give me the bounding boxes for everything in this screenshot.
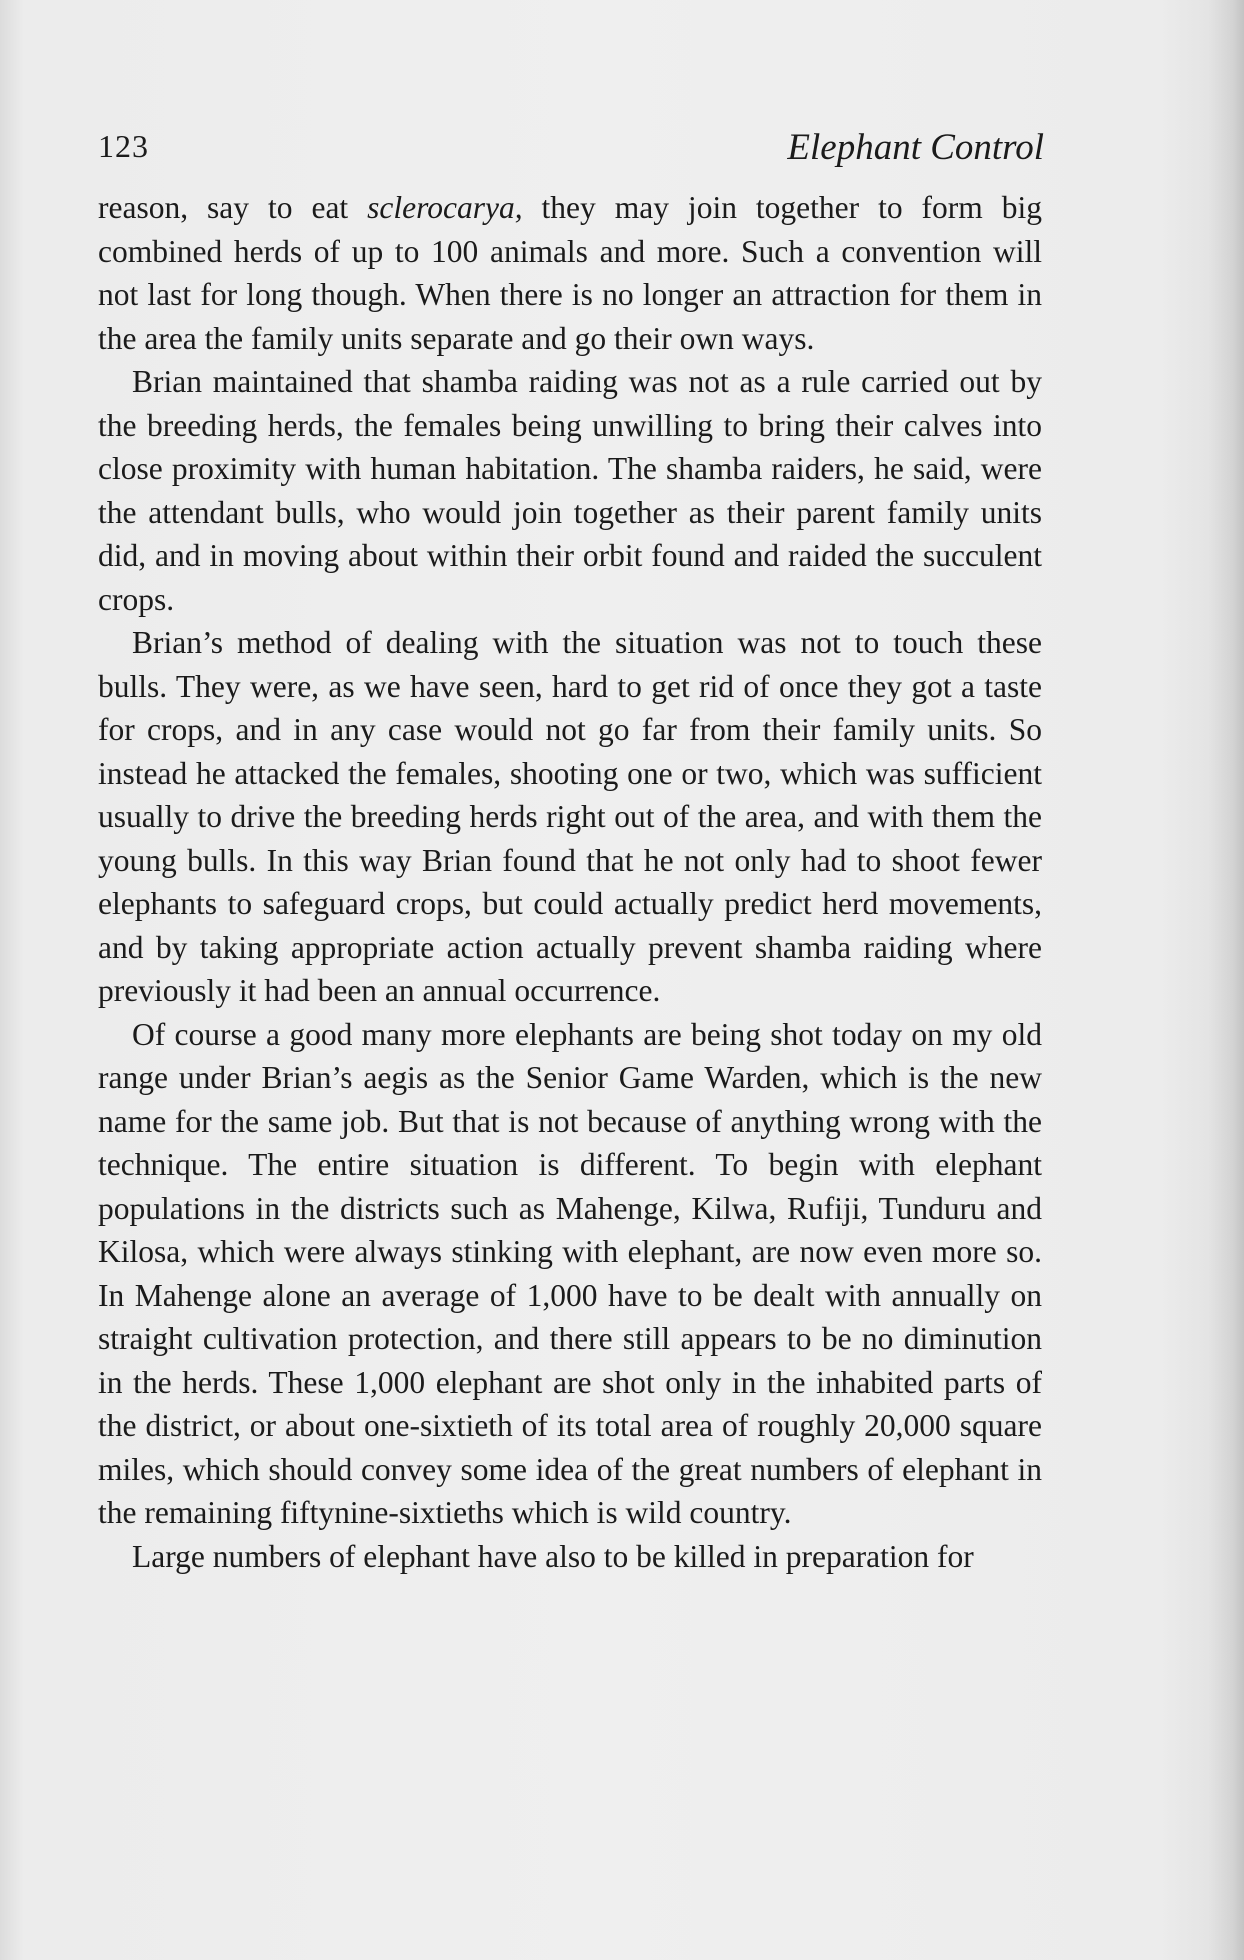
paragraph-5: Large numbers of elephant have also to be killed in preparation for (132, 1538, 974, 1574)
paragraph-1 (98, 186, 1042, 360)
paragraph-1-start: reason, say to eat (98, 190, 368, 225)
page-edge-shadow (1208, 0, 1244, 1960)
running-head: Elephant Control (787, 127, 1044, 168)
paragraph-3: Brian’s method of dealing with the situation was not to touch these bulls. They were, as we have seen, hard to get rid of once they got a taste for crops, and in any case would not go far from their family units. So instead he attacked the females, shooting one or two, which was sufficient usually to drive the breeding herds right out of the area, and with them the young bulls. In this way Brian found that he not only had to shoot fewer elephants to safeguard crops, but could actually predict herd movements, and by taking appropriate action actually prevent shamba raiding where previously it had been an annual occurrence. (98, 625, 1042, 1008)
page-number: 123 (98, 128, 149, 164)
body-text (98, 186, 1042, 1578)
species-name: sclerocarya, (367, 190, 523, 225)
paragraph-2: Brian maintained that shamba raiding was not as a rule carried out by the breeding herds, the females being unwilling to bring their calves into close proximity with human habitation. The shamba raiders, he said, were the attendant bulls, who would join together as their parent family units did, and in moving about within their orbit found and raided the succulent crops. (98, 364, 1042, 617)
paragraph-4: Of course a good many more elephants are being shot today on my old range under Brian’s aegis as the Senior Game Warden, which is the new name for the same job. But that is not because of anything wrong with the technique. The entire situation is different. To begin with elephant populations in the districts such as Mahenge, Kilwa, Rufiji, Tunduru and Kilosa, which were always stinking with elephant, are now even more so. In Mahenge alone an average of 1,000 have to be dealt with annually on straight cultivation protection, and there still appears to be no diminution in the herds. These 1,000 elephant are shot only in the inhabited parts of the district, or about one-sixtieth of its total area of roughly 20,000 square miles, which should convey some idea of the great numbers of elephant in the remaining fiftynine-sixtieths which is wild country. (98, 1016, 1042, 1530)
paragraph-1-rest: they may join together to form big combined herds of up to 100 animals and more. Such a convention will not last for long though. When there is no longer an attraction for them in the area the family units separate and go their own ways. (98, 190, 1042, 356)
